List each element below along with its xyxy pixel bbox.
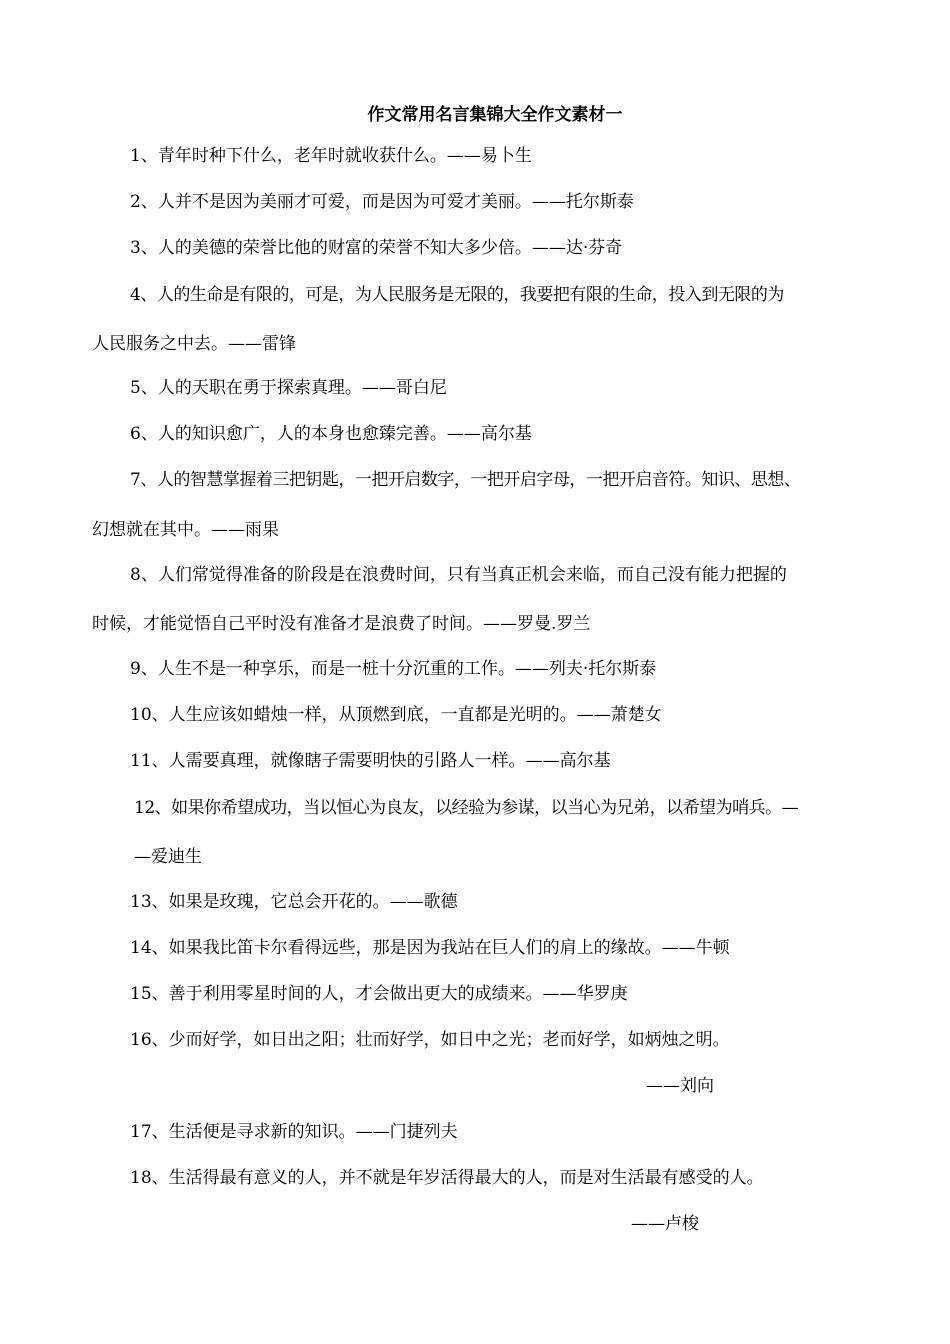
quote-line-9: 9、人生不是一种享乐，而是一桩十分沉重的工作。——列夫·托尔斯泰 <box>130 659 657 679</box>
document-title: 作文常用名言集锦大全作文素材一 <box>367 105 623 125</box>
quote-line-6: 6、人的知识愈广，人的本身也愈臻完善。——高尔基 <box>130 424 532 444</box>
quote-line-2: 2、人并不是因为美丽才可爱，而是因为可爱才美丽。——托尔斯泰 <box>130 192 634 212</box>
quote-line-8-cont: 时候，才能觉悟自己平时没有准备才是浪费了时间。——罗曼.罗兰 <box>92 614 591 634</box>
quote-line-10: 10、人生应该如蜡烛一样，从顶燃到底，一直都是光明的。——萧楚女 <box>130 705 662 725</box>
quote-line-18-author: ——卢梭 <box>631 1214 699 1234</box>
quote-line-18: 18、生活得最有意义的人，并不就是年岁活得最大的人，而是对生活最有感受的人。 <box>130 1168 764 1188</box>
quote-line-16: 16、少而好学，如日出之阳；壮而好学，如日中之光；老而好学，如炳烛之明。 <box>130 1030 730 1050</box>
quote-line-12-cont: —爱迪生 <box>134 847 202 867</box>
quote-line-17: 17、生活便是寻求新的知识。——门捷列夫 <box>130 1122 458 1142</box>
quote-line-4: 4、人的生命是有限的，可是，为人民服务是无限的，我要把有限的生命，投入到无限的为 <box>130 285 784 305</box>
quote-line-14: 14、如果我比笛卡尔看得远些，那是因为我站在巨人们的肩上的缘故。——牛顿 <box>130 938 730 958</box>
quote-line-3: 3、人的美德的荣誉比他的财富的荣誉不知大多少倍。——达·芬奇 <box>130 238 623 258</box>
quote-line-7-cont: 幻想就在其中。——雨果 <box>92 520 279 540</box>
quote-line-12: 12、如果你希望成功，当以恒心为良友，以经验为参谋，以当心为兄弟，以希望为哨兵。— <box>134 798 799 818</box>
quote-line-5: 5、人的天职在勇于探索真理。——哥白尼 <box>130 378 447 398</box>
quote-line-15: 15、善于利用零星时间的人，才会做出更大的成绩来。——华罗庚 <box>130 984 628 1004</box>
quote-line-4-cont: 人民服务之中去。——雷锋 <box>92 334 296 354</box>
quote-line-11: 11、人需要真理，就像瞎子需要明快的引路人一样。——高尔基 <box>130 751 611 771</box>
quote-line-16-author: ——刘向 <box>646 1076 714 1096</box>
quote-line-7: 7、人的智慧掌握着三把钥匙，一把开启数字，一把开启字母，一把开启音符。知识、思想、 <box>130 470 801 490</box>
quote-line-13: 13、如果是玫瑰，它总会开花的。——歌德 <box>130 892 458 912</box>
quote-line-8: 8、人们常觉得准备的阶段是在浪费时间，只有当真正机会来临，而自己没有能力把握的 <box>130 565 787 585</box>
quote-line-1: 1、青年时种下什么，老年时就收获什么。——易卜生 <box>130 146 532 166</box>
